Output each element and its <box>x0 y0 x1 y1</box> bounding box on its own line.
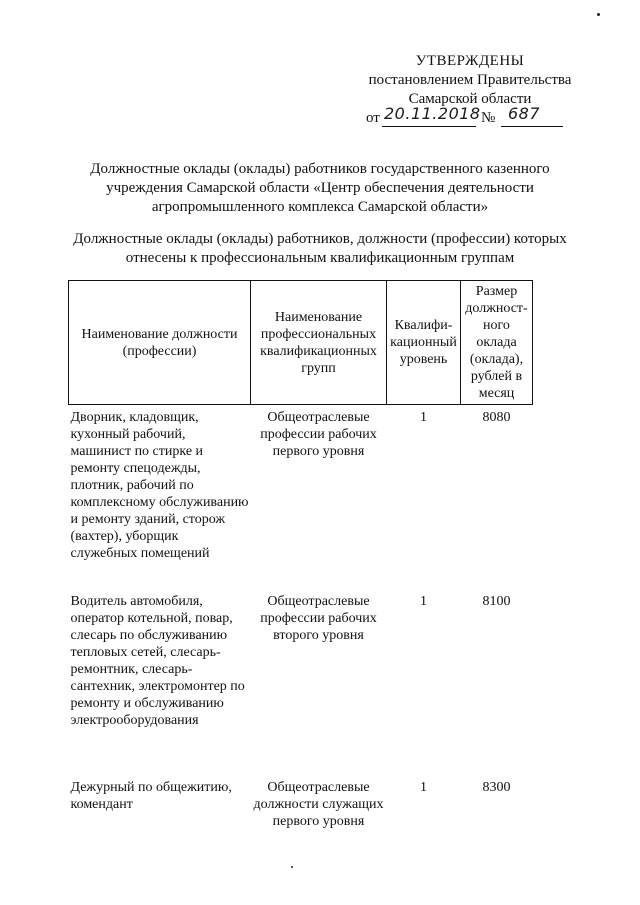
cell-group: Общеотраслевые должности служащих первого уровня <box>253 780 384 829</box>
cell-salary: 8300 <box>482 780 511 795</box>
table-row <box>69 405 533 590</box>
header-group: Наименование профессиональных квалификационных групп <box>251 281 387 405</box>
approval-line-2: Самарской области <box>408 91 532 107</box>
cell-group: Общеотраслевые профессии рабочих второго уровня <box>260 594 377 643</box>
table-row <box>69 589 533 775</box>
cell-position: Дворник, кладовщик, кухонный рабочий, машинист по стирке и ремонту спецодежды, плотник, рабочий по комплексному обслуживанию и ремонту зданий, сторож (вахтер), уборщик служебных помещений <box>70 410 249 561</box>
header-level: Квалифи-кационный уровень <box>387 281 461 405</box>
section-title: Должностные оклады (оклады) работников, должности (профессии) которых отнесены к профессиональным квалификационным группам <box>73 231 567 266</box>
scan-dot-top-right <box>597 13 600 16</box>
scan-dot-bottom <box>291 866 293 868</box>
approval-block <box>360 52 580 109</box>
cell-salary: 8080 <box>482 410 511 425</box>
handwritten-number: 687 <box>508 104 541 123</box>
date-underline <box>382 126 476 127</box>
cell-salary: 8100 <box>482 594 511 609</box>
cell-level: 1 <box>420 780 427 795</box>
approval-title: УТВЕРЖДЕНЫ <box>415 53 525 69</box>
number-underline <box>501 126 563 127</box>
header-salary: Размер должност-ного оклада (оклада), рублей в месяц <box>461 281 533 405</box>
table-row <box>69 775 533 830</box>
document-title: Должностные оклады (оклады) работников государственного казенного учреждения Самарской области «Центр обеспечения деятельности агропромышленного комплекса Самарской области» <box>90 161 550 215</box>
cell-position: Водитель автомобиля, оператор котельной, повар, слесарь по обслуживанию тепловых сетей, слесарь-ремонтник, слесарь-сантехник, электромонтер по ремонту и обслуживанию электрооборудования <box>70 594 245 728</box>
cell-level: 1 <box>420 410 427 425</box>
date-prefix: от <box>366 110 380 126</box>
header-position: Наименование должности (профессии) <box>69 281 251 405</box>
number-prefix: № <box>481 110 496 126</box>
salary-table <box>68 280 533 830</box>
cell-group: Общеотраслевые профессии рабочих первого уровня <box>260 410 377 459</box>
cell-level: 1 <box>420 594 427 609</box>
cell-position: Дежурный по общежитию, комендант <box>70 780 232 812</box>
handwritten-date: 20.11.2018 <box>384 104 481 123</box>
approval-line-1: постановлением Правительства <box>368 72 572 88</box>
table-header-row <box>69 281 533 405</box>
